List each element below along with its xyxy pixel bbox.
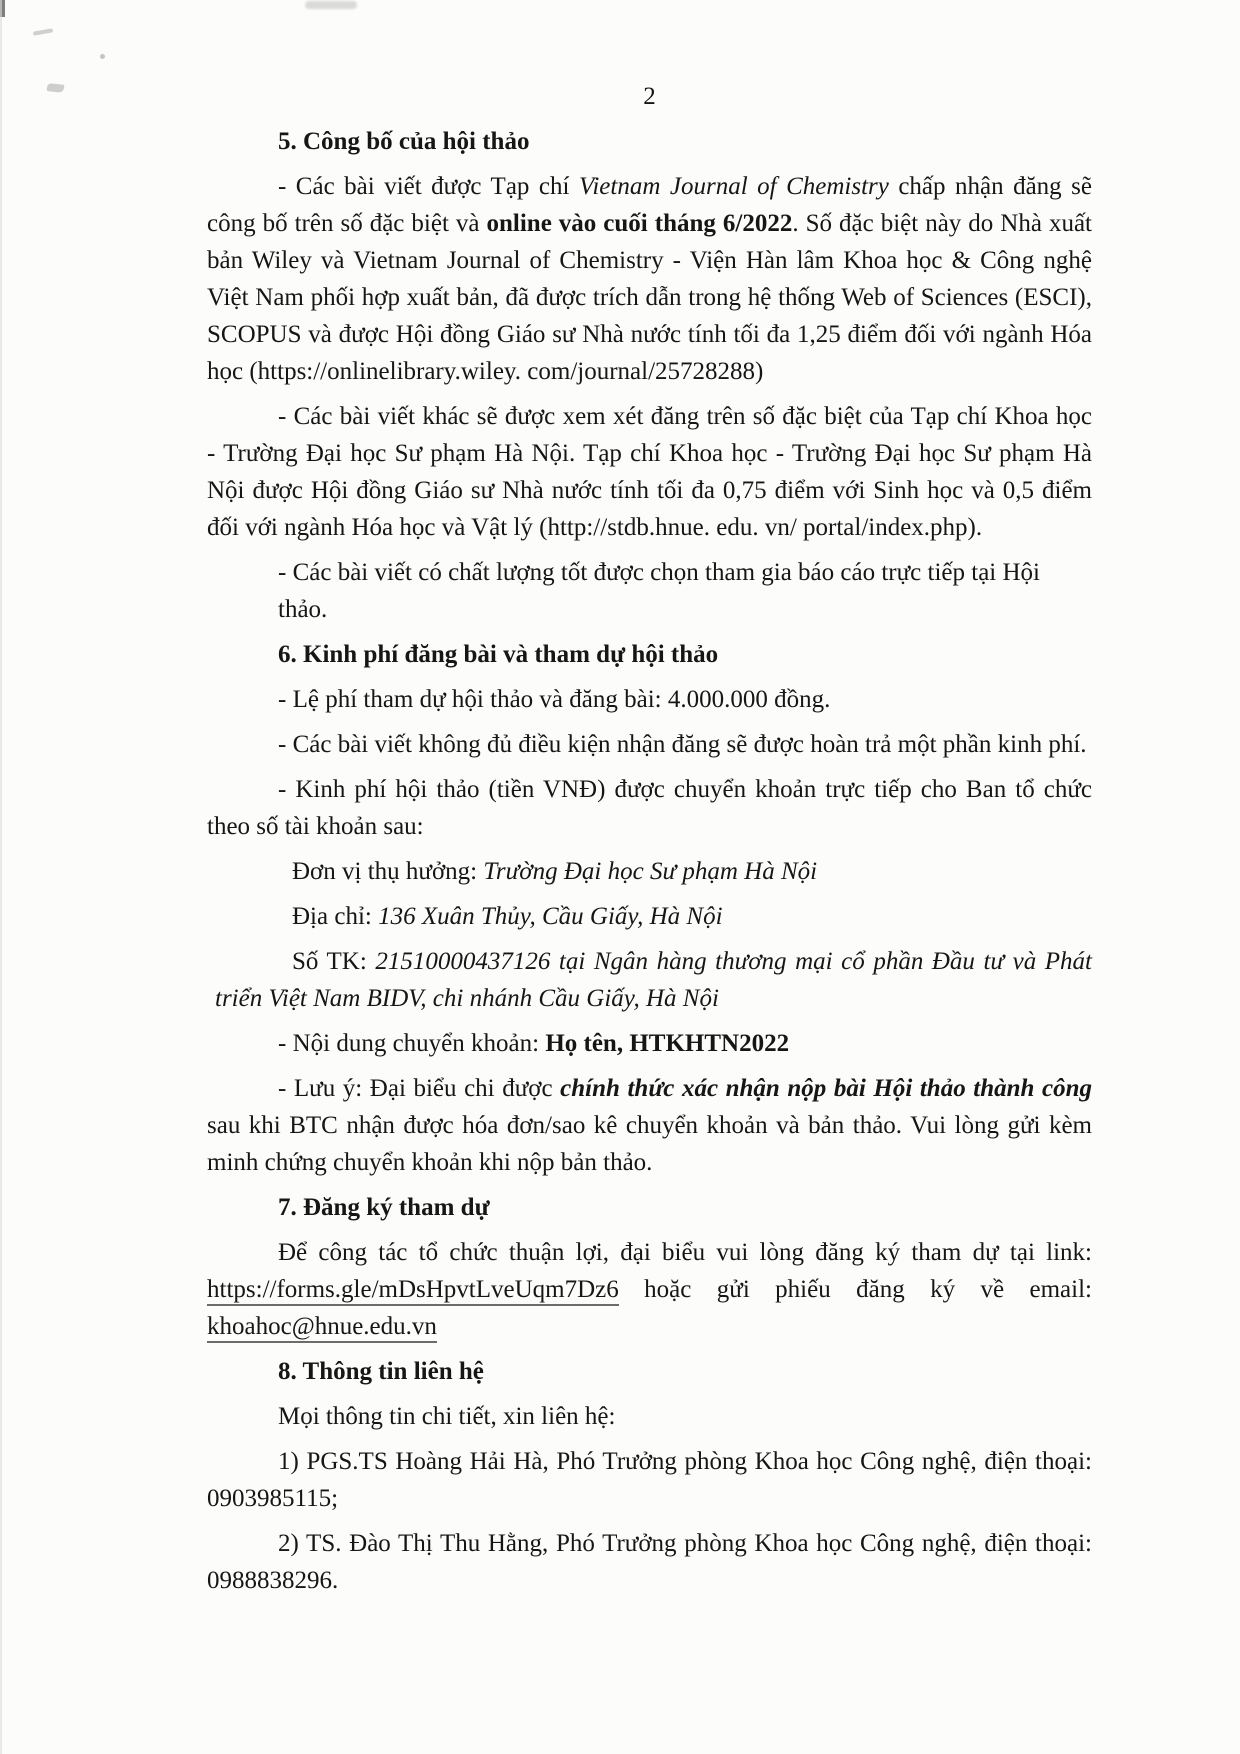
text-block [207,78,1092,1599]
paragraph-line: Nội được Hội đồng Giáo sư Nhà nước tính tối đa 0,75 điểm với Sinh học và 0,5 điểm [207,477,1092,504]
paragraph-line [207,943,1092,980]
contact-2 [207,1525,1092,1599]
paragraph-oral-presentation [207,554,1092,628]
contact-email-link[interactable]: khoahoc@hnue.edu.vn [207,1313,437,1343]
paragraph-line [207,1025,1092,1062]
text-run: chấp nhận đăng sẽ [888,173,1092,200]
paragraph-line [207,853,1092,890]
paragraph-fee [207,681,1092,718]
bank-beneficiary-row [207,853,1092,890]
transfer-content-label: - Nội dung chuyển khoản: [278,1030,546,1057]
contact-phone: 0988838296. [207,1567,339,1594]
bank-address-label: Địa chỉ: [292,903,379,930]
paragraph-line: minh chứng chuyển khoản khi nộp bản thảo. [207,1149,653,1176]
scan-noise-mark [47,83,65,93]
scan-noise-mark [100,54,105,59]
paragraph-line: bản Wiley và Vietnam Journal of Chemistry - Viện Hàn lâm Khoa học & Công nghệ [207,247,1092,274]
bank-beneficiary-label: Đơn vị thụ hưởng: [292,858,484,885]
paragraph-line-journal-url: đối với ngành Hóa học và Vật lý (http://stdb.hnue. edu. vn/ portal/index.php). [207,514,983,541]
paragraph-line: - Các bài viết có chất lượng tốt được chọn tham gia báo cáo trực tiếp tại Hội thảo. [278,559,1040,623]
paragraph-line [207,168,1092,205]
bank-address-row [207,898,1092,935]
paragraph-contact-intro [207,1398,1092,1435]
scan-edge-line [0,0,2,1754]
contact-phone: 0903985115; [207,1485,339,1512]
paragraph-line: theo số tài khoản sau: [207,813,424,840]
paragraph-line: Để công tác tổ chức thuận lợi, đại biểu vui lòng đăng ký tham dự tại link: [278,1239,1092,1266]
paragraph-transfer-content [207,1025,1092,1062]
paragraph-line [207,1271,1092,1308]
page-number: 2 [643,83,656,110]
contact-name-line: 1) PGS.TS Hoàng Hải Hà, Phó Trưởng phòng Khoa học Công nghệ, điện thoại: [278,1448,1092,1475]
paragraph-line [207,205,1092,242]
scan-noise-mark [33,28,53,35]
section-5-heading: 5. Công bố của hội thảo [278,128,530,155]
text-run: hoặc gửi phiếu đăng ký về email: [618,1276,1092,1303]
bank-account-line2: triển Việt Nam BIDV, chi nhánh Cầu Giấy, Hà Nội [215,985,719,1012]
paragraph-line [207,1070,1092,1107]
text-run: - Lưu ý: Đại biểu chi được [278,1075,561,1102]
paragraph-registration [207,1234,1092,1345]
paragraph-line: sau khi BTC nhận được hóa đơn/sao kê chuyển khoản và bản thảo. Vui lòng gửi kèm [207,1112,1092,1139]
paragraph-line: - Các bài viết khác sẽ được xem xét đăng trên số đặc biệt của Tạp chí Khoa học [278,403,1092,430]
paragraph-line: SCOPUS và được Hội đồng Giáo sư Nhà nước tính tối đa 1,25 điểm đối với ngành Hóa [207,321,1092,348]
paragraph-line: Mọi thông tin chi tiết, xin liên hệ: [278,1403,616,1430]
paragraph-transfer [207,771,1092,845]
scan-corner-artifact [0,0,5,17]
paragraph-line [207,898,1092,935]
paragraph-line: Việt Nam phối hợp xuất bản, đã được trích dẫn trong hệ thống Web of Sciences (ESCI), [207,284,1092,311]
bank-account-row [207,943,1092,1017]
paragraph-line: - Lệ phí tham dự hội thảo và đăng bài: 4.000.000 đồng. [278,686,831,713]
contact-1 [207,1443,1092,1517]
contact-name-line: 2) TS. Đào Thị Thu Hằng, Phó Trưởng phòng Khoa học Công nghệ, điện thoại: [278,1530,1092,1557]
section-7-heading: 7. Đăng ký tham dự [278,1194,490,1221]
paragraph-note [207,1070,1092,1181]
paragraph-line [207,1308,1092,1345]
paragraph-publications-special-issue [207,168,1092,390]
scan-noise-mark [305,1,357,9]
text-run: . Số đặc biệt này do Nhà xuất [792,210,1092,237]
bank-account-label: Số TK: [292,948,376,975]
registration-form-link[interactable]: https://forms.gle/mDsHpvtLveUqm7Dz6 [207,1276,619,1306]
paragraph-line: - Các bài viết không đủ điều kiện nhận đăng sẽ được hoàn trả một phần kinh phí. [278,731,1087,758]
section-6-heading: 6. Kinh phí đăng bài và tham dự hội thảo [278,641,719,668]
paragraph-refund [207,726,1092,763]
deadline-bold: online vào cuối tháng 6/2022 [486,210,793,237]
paragraph-line: - Kinh phí hội thảo (tiền VNĐ) được chuyển khoản trực tiếp cho Ban tổ chức [278,776,1092,803]
bank-beneficiary-value: Trường Đại học Sư phạm Hà Nội [483,858,818,885]
text-run: công bố trên số đặc biệt và [207,210,487,237]
journal-name-italic: Vietnam Journal of Chemistry [578,173,889,200]
text-run: - Các bài viết được Tạp chí [278,173,579,200]
paragraph-line: - Trường Đại học Sư phạm Hà Nội. Tạp chí Khoa học - Trường Đại học Sư phạm Hà [207,440,1092,467]
bank-account-number: 21510000437126 tại Ngân hàng thương mại cổ phần Đầu tư và Phát [375,948,1092,975]
paragraph-hnue-journal [207,398,1092,546]
section-8-heading: 8. Thông tin liên hệ [278,1358,484,1385]
transfer-content-value: Họ tên, HTKHTN2022 [545,1030,790,1057]
paragraph-line-journal-url: học (https://onlinelibrary.wiley. com/journal/25728288) [207,358,764,385]
note-emphasis: chính thức xác nhận nộp bài Hội thảo thành công [560,1075,1093,1102]
bank-address-value: 136 Xuân Thủy, Cầu Giấy, Hà Nội [378,903,723,930]
